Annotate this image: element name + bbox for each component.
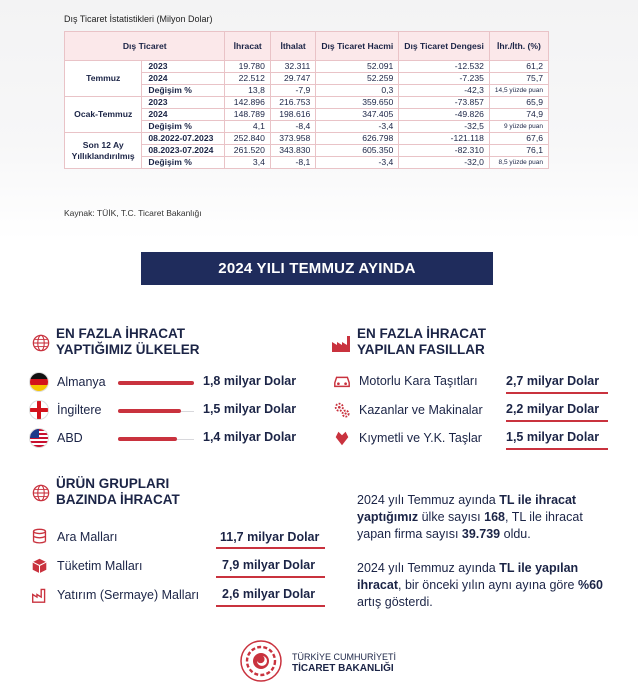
para2-text-3: artış gösterdi. [357,595,433,609]
oran-cell: 9 yüzde puan [489,121,548,133]
chapter-value: 1,5 milyar Dolar [506,430,600,444]
oran-cell: 61,2 [489,61,548,73]
table-title: Dış Ticaret İstatistikleri (Milyon Dolar) [64,14,213,24]
oran-cell: 76,1 [489,145,548,157]
chapter-underline [506,420,608,422]
countries-title-line2: YAPTIĞIMIZ ÜLKELER [56,342,200,357]
country-bar-almanya [118,381,194,385]
table-row [65,97,549,109]
hacim-cell: 52.091 [316,61,399,73]
ministry-line1: TÜRKİYE CUMHURİYETİ [292,652,397,662]
country-name: Almanya [57,375,106,389]
hacim-cell: 605.350 [316,145,399,157]
product-name: Tüketim Malları [57,558,143,573]
oran-cell: 14,5 yüzde puan [489,85,548,97]
ithalat-cell: -7,9 [270,85,315,97]
ihracat-cell: 142.896 [225,97,270,109]
tl-growth-paragraph [357,560,615,611]
oran-cell: 74,9 [489,109,548,121]
chapter-underline [506,392,608,394]
country-row-abd [30,429,83,447]
chapter-underline [506,448,608,450]
hacim-cell: 626.798 [316,133,399,145]
gem-icon [333,429,351,447]
section-banner: 2024 YILI TEMMUZ AYINDA [141,252,493,285]
country-bar-abd [118,437,177,441]
england-flag-icon [30,401,48,419]
header-hacim: Dış Ticaret Hacmi [316,32,399,61]
hacim-cell: 347.405 [316,109,399,121]
para1-bold-1: TL ile ihracat yaptığımız [357,493,577,524]
product-underline [216,605,325,607]
period-cell: Değişim % [142,157,225,169]
product-underline [216,576,325,578]
country-bar-ingiltere [118,409,181,413]
period-cell: Değişim % [142,85,225,97]
chapter-name: Kıymetli ve Y.K. Taşlar [359,431,482,445]
header-denge: Dış Ticaret Dengesi [399,32,490,61]
country-value: 1,4 milyar Dolar [203,430,297,444]
product-value: 11,7 milyar Dolar [220,530,320,544]
country-value: 1,8 milyar Dolar [203,374,297,388]
chapters-title-line2: YAPILAN FASILLAR [357,342,485,357]
trade-statistics-table [64,31,549,169]
para2-text-2: , bir önceki yılın aynı ayına göre [398,578,578,592]
product-value: 2,6 milyar Dolar [222,587,316,601]
oran-cell: 8,5 yüzde puan [489,157,548,169]
period-cell: 08.2023-07.2024 [142,145,225,157]
car-icon [333,373,351,389]
ihracat-cell: 261.520 [225,145,270,157]
chapters-title [357,326,486,358]
hacim-cell: 359.650 [316,97,399,109]
ithalat-cell: -8,1 [270,157,315,169]
denge-cell: -73.857 [399,97,490,109]
countries-title [56,326,200,358]
para1-text-1: 2024 yılı Temmuz ayında [357,493,500,507]
oran-cell: 75,7 [489,73,548,85]
chapter-name: Kazanlar ve Makinalar [359,403,483,417]
hacim-cell: 52.259 [316,73,399,85]
germany-flag-icon [30,373,48,391]
para2-bold-2: %60 [577,578,603,592]
factory-icon [331,333,351,353]
countries-title-line1: EN FAZLA İHRACAT [56,326,185,341]
para1-text-2: ülke sayısı [418,510,485,524]
ministry-logo [240,640,282,682]
header-dis-ticaret: Dış Ticaret [65,32,225,61]
chapter-row-kazanlar [333,401,483,419]
period-cell: 2024 [142,109,225,121]
denge-cell: -7.235 [399,73,490,85]
stack-icon [31,528,48,545]
ithalat-cell: 216.753 [270,97,315,109]
chapter-value: 2,2 milyar Dolar [506,402,600,416]
ithalat-cell: 373.958 [270,133,315,145]
product-row-ara [31,528,117,545]
period-cell: Değişim % [142,121,225,133]
para1-bold-2: 168 [484,510,505,524]
source-note: Kaynak: TÜİK, T.C. Ticaret Bakanlığı [64,208,202,218]
product-row-tuketim [31,557,142,574]
period-cell: 2024 [142,73,225,85]
ithalat-cell: 198.616 [270,109,315,121]
country-row-ingiltere [30,401,101,419]
product-groups-title-line1: ÜRÜN GRUPLARI [56,476,170,491]
factory-icon [31,586,48,603]
product-underline [216,547,325,549]
chapter-row-kiymetli [333,429,482,447]
chapters-title-line1: EN FAZLA İHRACAT [357,326,486,341]
period-cell: 08.2022-07.2023 [142,133,225,145]
para2-text-1: 2024 yılı Temmuz ayında [357,561,500,575]
header-ihracat: İhracat [225,32,270,61]
chapter-name: Motorlu Kara Taşıtları [359,374,478,388]
chapter-row-motorlu [333,373,478,389]
box-icon [31,557,48,574]
ihracat-cell: 19.780 [225,61,270,73]
country-name: İngiltere [57,403,102,417]
hacim-cell: -3,4 [316,121,399,133]
table-row [65,133,549,145]
para1-text-3: , TL ile ihracat yapan firma sayısı [357,510,583,541]
oran-cell: 67,6 [489,133,548,145]
period-cell: 2023 [142,97,225,109]
denge-cell: -32,0 [399,157,490,169]
ihracat-cell: 252.840 [225,133,270,145]
ithalat-cell: 343.830 [270,145,315,157]
ministry-name [292,652,396,674]
header-ithalat: İthalat [270,32,315,61]
hacim-cell: -3,4 [316,157,399,169]
country-value: 1,5 milyar Dolar [203,402,297,416]
ithalat-cell: 29.747 [270,73,315,85]
group-label: Ocak-Temmuz [65,97,142,133]
denge-cell: -82.310 [399,145,490,157]
hacim-cell: 0,3 [316,85,399,97]
ihracat-cell: 3,4 [225,157,270,169]
product-row-yatirim [31,586,199,603]
group-label: Son 12 Ay Yıllıklandırılmış [65,133,142,169]
chapter-value: 2,7 milyar Dolar [506,374,600,388]
country-row-almanya [30,373,106,391]
usa-flag-icon [30,429,48,447]
ihracat-cell: 13,8 [225,85,270,97]
product-name: Yatırım (Sermaye) Malları [57,587,200,602]
ithalat-cell: 32.311 [270,61,315,73]
para1-bold-3: 39.739 [461,527,501,541]
denge-cell: -121.118 [399,133,490,145]
gears-icon [333,401,351,419]
denge-cell: -32,5 [399,121,490,133]
denge-cell: -42,3 [399,85,490,97]
denge-cell: -12.532 [399,61,490,73]
tl-export-paragraph [357,492,615,543]
table-header-row [65,32,549,61]
group-label: Temmuz [65,61,142,97]
ihracat-cell: 22.512 [225,73,270,85]
country-name: ABD [57,431,83,445]
para2-bold-1: TL ile yapılan ihracat [357,561,579,592]
table-row [65,61,549,73]
ministry-line2: TİCARET BAKANLIĞI [292,663,394,674]
header-oran: İhr./İth. (%) [489,32,548,61]
product-groups-title [56,476,180,508]
ihracat-cell: 148.789 [225,109,270,121]
para1-text-4: oldu. [500,527,531,541]
globe-icon [32,334,50,352]
ithalat-cell: -8,4 [270,121,315,133]
product-groups-title-line2: BAZINDA İHRACAT [56,492,180,507]
ihracat-cell: 4,1 [225,121,270,133]
product-value: 7,9 milyar Dolar [222,558,316,572]
period-cell: 2023 [142,61,225,73]
denge-cell: -49.826 [399,109,490,121]
product-name: Ara Malları [57,529,118,544]
oran-cell: 65,9 [489,97,548,109]
globe-icon [32,484,50,502]
